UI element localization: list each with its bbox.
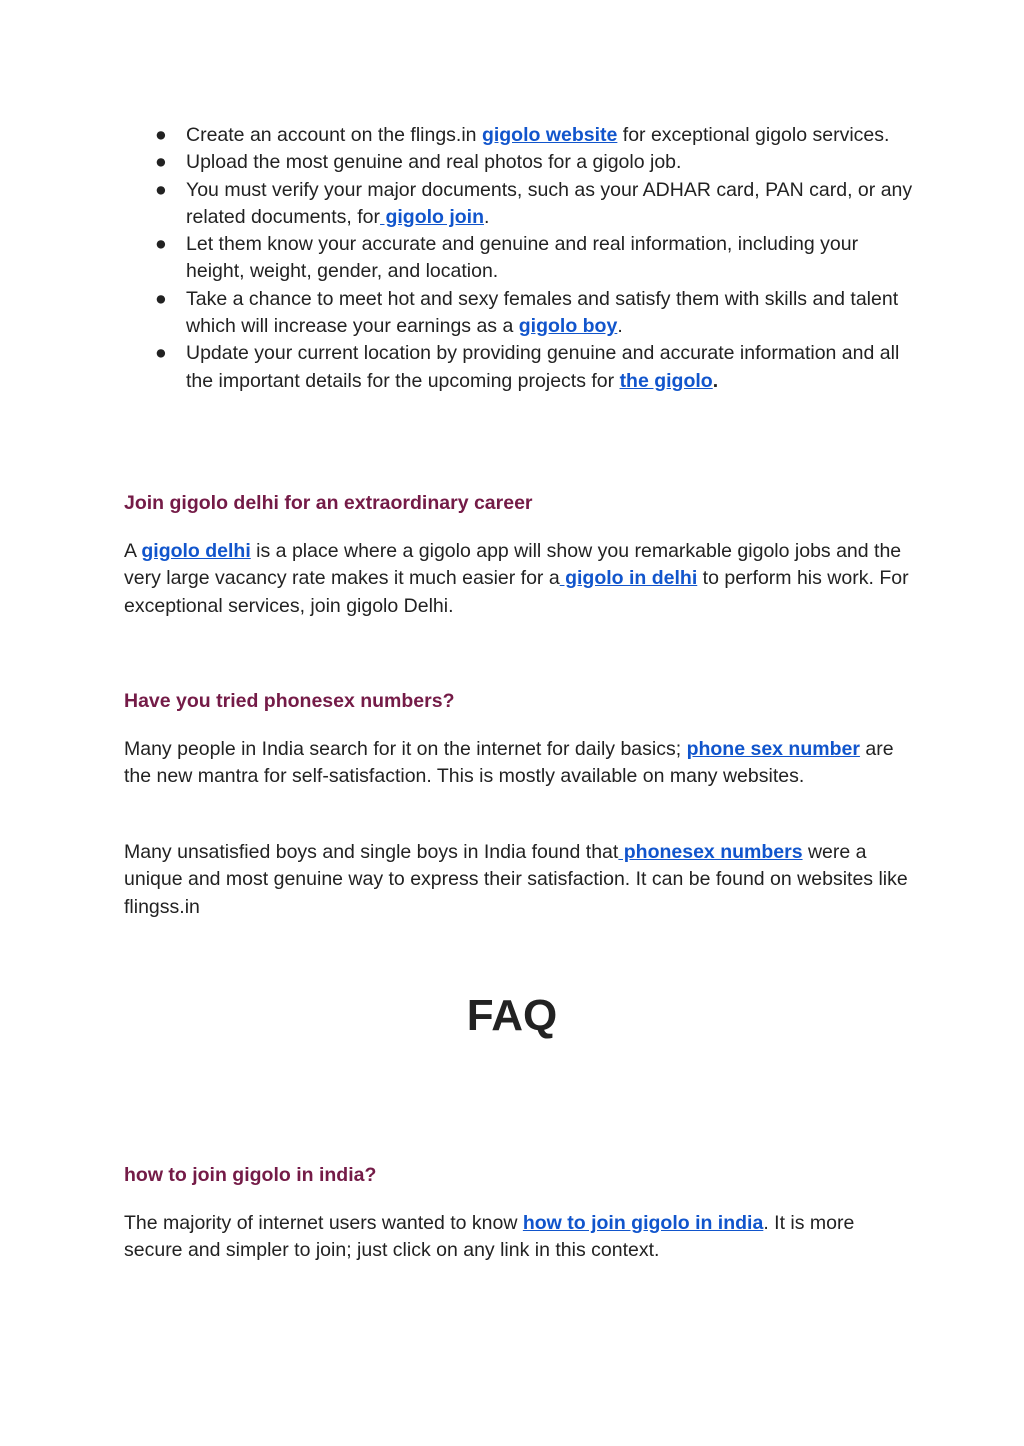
- gigolo-in-delhi-link[interactable]: gigolo in delhi: [559, 567, 698, 590]
- list-item: [124, 286, 914, 341]
- list-item-text: Take a chance to meet hot and sexy females and satisfy them with skills and talent which will increase your earnings as a: [186, 287, 899, 338]
- bullet-icon: ●: [155, 178, 167, 201]
- section-heading-join-india: how to join gigolo in india?: [124, 1164, 377, 1186]
- faq-title: FAQ: [466, 991, 558, 1040]
- bullet-icon: ●: [155, 151, 167, 174]
- how-to-join-gigolo-link[interactable]: how to join gigolo in india: [522, 1212, 764, 1234]
- paragraph-delhi: [124, 538, 914, 620]
- bullet-icon: ●: [155, 124, 167, 146]
- list-item-text: Update your current location by providing genuine and accurate information and all the important details for the upcoming projects for: [186, 342, 900, 392]
- list-item-text: Upload the most genuine and real photos for a gigolo job.: [186, 151, 682, 174]
- paragraph-text: is a place where a gigolo app will show you remarkable gigolo jobs and the very large vacancy rate makes it much easier for a: [124, 540, 902, 590]
- paragraph-text: were a unique and most genuine way to express their satisfaction. It can be found on websites like flingss.in: [124, 841, 908, 918]
- paragraph-text: . It is more secure and simpler to join; just click on any link in this context.: [124, 1212, 855, 1262]
- paragraph-text: to perform his work. For exceptional services, join gigolo Delhi.: [124, 567, 909, 617]
- gigolo-join-link[interactable]: gigolo join: [380, 205, 485, 228]
- requirements-list: [124, 122, 914, 395]
- list-item-text: Let them know your accurate and genuine and real information, including your height, weight, gender, and location.: [186, 233, 859, 283]
- paragraph-text: are the new mantra for self-satisfaction. This is mostly available on many websites.: [124, 738, 894, 788]
- list-item: [124, 231, 914, 286]
- bullet-icon: ●: [155, 342, 167, 365]
- gigolo-boy-link[interactable]: gigolo boy: [518, 315, 618, 338]
- gigolo-delhi-link[interactable]: gigolo delhi: [141, 540, 251, 562]
- gigolo-website-link[interactable]: gigolo website: [481, 124, 618, 146]
- list-item-text: You must verify your major documents, such as your ADHAR card, PAN card, or any related documents, for: [186, 178, 913, 228]
- list-item-text: Create an account on the flings.in: [186, 124, 482, 146]
- paragraph-phonesex-1: [124, 736, 914, 791]
- the-gigolo-link[interactable]: the gigolo: [619, 369, 713, 392]
- paragraph-join-india: [124, 1210, 914, 1265]
- phonesex-numbers-link[interactable]: phonesex numbers: [618, 841, 803, 863]
- paragraph-text: Many unsatisfied boys and single boys in India found that: [124, 841, 619, 863]
- list-item: [124, 340, 914, 395]
- list-item: [124, 149, 914, 176]
- list-item-text: .: [484, 205, 490, 228]
- paragraph-phonesex-2: [124, 839, 914, 921]
- paragraph-text: The majority of internet users wanted to know: [124, 1212, 523, 1234]
- section-heading-phonesex: Have you tried phonesex numbers?: [124, 690, 455, 712]
- list-item: [124, 122, 914, 149]
- list-item-text: .: [712, 369, 719, 392]
- paragraph-text: A: [124, 540, 142, 562]
- bullet-icon: ●: [155, 287, 167, 310]
- phone-sex-number-link[interactable]: phone sex number: [686, 738, 860, 760]
- list-item: [124, 177, 914, 232]
- section-heading-delhi: Join gigolo delhi for an extraordinary career: [124, 492, 533, 514]
- paragraph-text: Many people in India search for it on the internet for daily basics;: [124, 738, 687, 760]
- list-item-text: .: [617, 315, 623, 338]
- bullet-icon: ●: [155, 233, 167, 256]
- list-item-text: for exceptional gigolo services.: [617, 124, 890, 146]
